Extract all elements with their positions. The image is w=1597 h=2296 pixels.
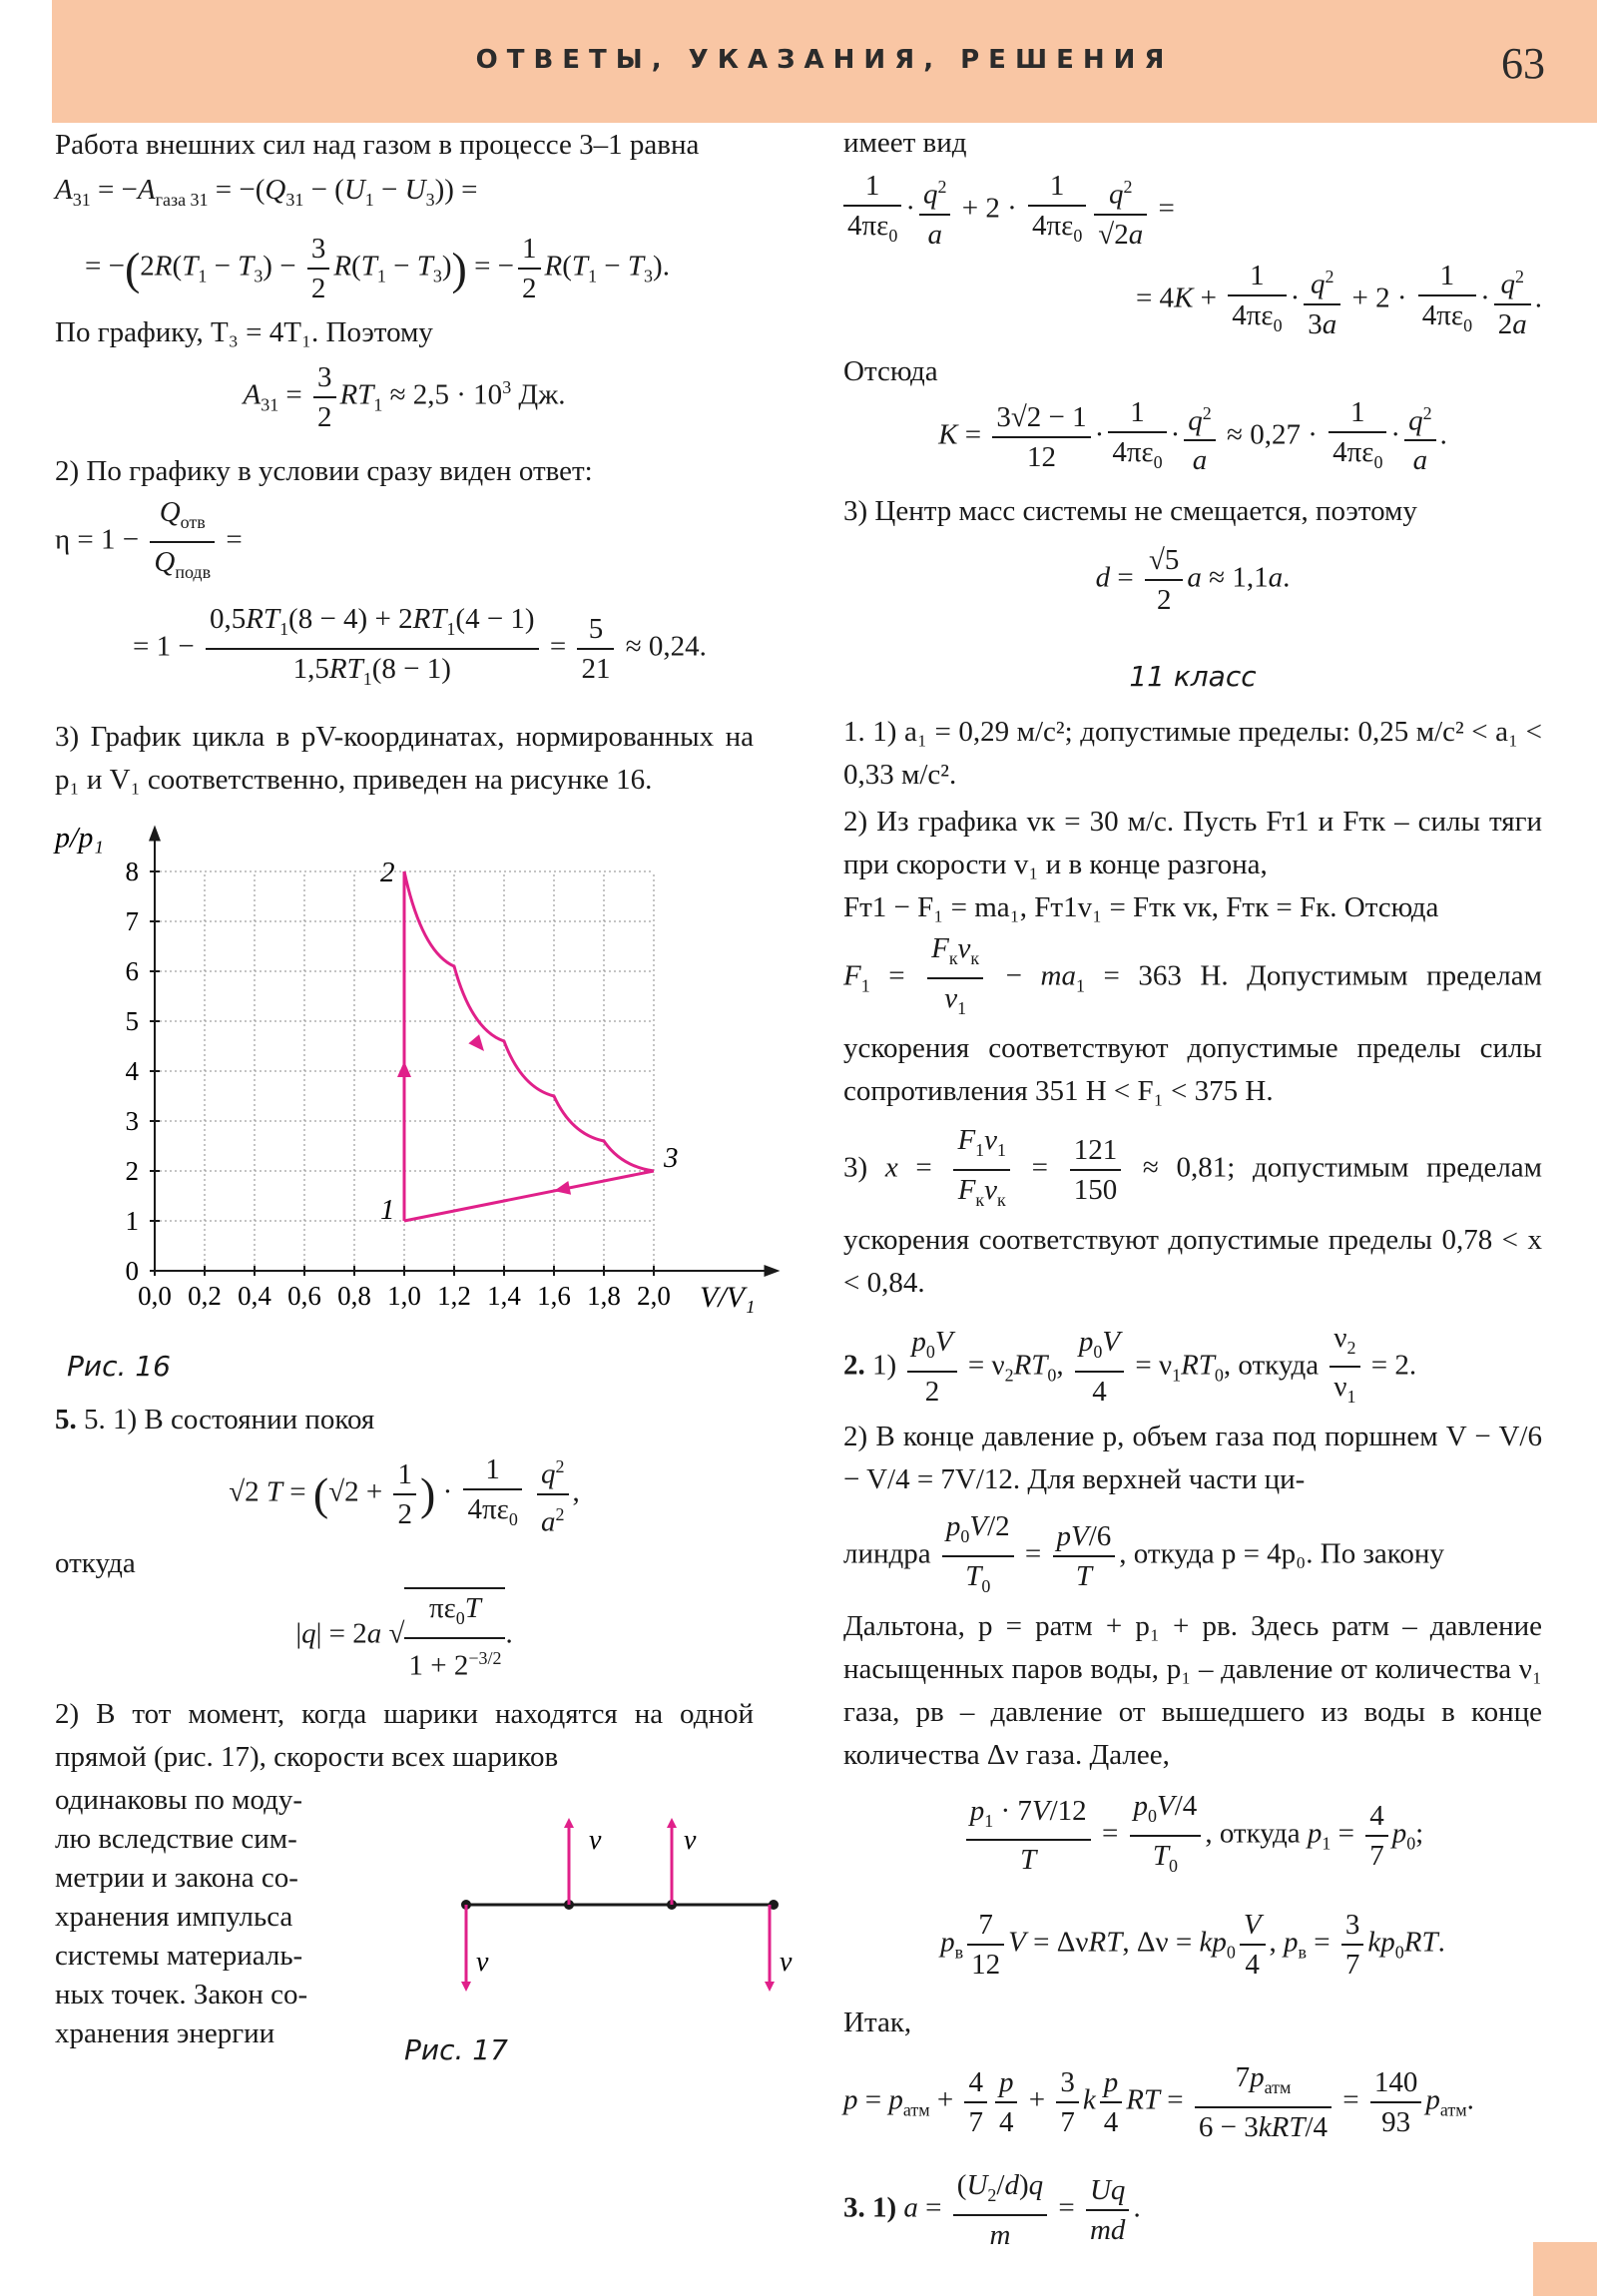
formula-p-final: $p = p_{атм}$ + $\frac{4}{7}$ $\frac{p}{4}$ + $\frac{3}{7}$ k $\frac{p}{4}$ RT = $7p_{атм}$ 6 − 3kRT/4 = $\frac{140}{93}$ $p_{атм}$. bbox=[843, 2058, 1542, 2146]
figure-16-chart bbox=[45, 810, 764, 1349]
paragraph-11-2-3: линдра $\frac{p_0V/2}{T_0}$ = $\frac{pV/6}{T}$ , откуда p = 4p₀. По закону bbox=[843, 1507, 1542, 1605]
paragraph-problem-5: 5. 5. 1) В состоянии покоя bbox=[55, 1403, 375, 1435]
formula-a31-expand: = $-(2R(T_1 - T_3)$ − $\frac{3}{2}$ $R(T_1 - T_3)$) = − $\frac{1}{2}$ $R(T_1 - T_3)$. bbox=[85, 230, 754, 307]
paragraph-11-1-2c-wrap: $F_1$ = $F_кv_к$ $v_1$ − $ma_1 = 363$ Н. Допустимым пределам ускорения соответствуют допустимые пределы силы сопротивления 351 Н < F₁ < 375 Н. bbox=[843, 929, 1542, 1113]
left-column bbox=[55, 118, 793, 2080]
class-heading: 11 класс bbox=[1129, 660, 1257, 694]
paragraph-11-1-2b: Fт1 − F₁ = ma₁, Fт1v₁ = Fтк vк, Fтк = Fк. Отсюда bbox=[843, 891, 1439, 924]
formula-tension: √2 T = (√2 + $\frac{1}{2}$ ) · $\frac{1}{4\pi\varepsilon_0}$ $\frac{q^2}{a^2}$ , bbox=[55, 1447, 754, 1540]
y-tick-label: 3 bbox=[125, 1105, 139, 1136]
right-column bbox=[843, 118, 1542, 2254]
x-tick-label: 2,0 bbox=[637, 1280, 671, 1311]
formula-charge: |q| = 2a √ $\frac{\pi\varepsilon_0T}{1 + 2^{-3/2}}$ . bbox=[55, 1587, 754, 1684]
x-tick-label: 1,2 bbox=[437, 1280, 471, 1311]
formula-displacement: d = $\frac{√5}{2}$ a ≈ 1,1a. bbox=[843, 541, 1542, 619]
direction-arrow-curve bbox=[468, 1034, 484, 1051]
y-tick-label: 5 bbox=[125, 1005, 139, 1036]
y-tick-label: 0 bbox=[125, 1255, 139, 1286]
paragraph-view: имеет вид bbox=[843, 127, 967, 159]
x-tick-label: 1,0 bbox=[387, 1280, 421, 1311]
velocity-label: v bbox=[684, 1824, 697, 1856]
word-otkuda: откуда bbox=[1238, 1349, 1320, 1382]
wrap-line: лю вследствие сим- bbox=[55, 1822, 297, 1855]
y-tick-label: 1 bbox=[125, 1205, 139, 1236]
paragraph-11-1: 1. 1) a₁ = 0,29 м/с²; допустимые пределы: 0,25 м/с² < a₁ < 0,33 м/с². bbox=[843, 716, 1542, 792]
formula-a31-value: $A_{31}$ = $\frac{3}{2}$ $RT_1 \approx 2,5 \cdot 10^3$ Дж. bbox=[55, 358, 754, 436]
formula-pv: $p_в$ $\frac{7}{12}$ V = ΔνRT, $\Delta\nu = kp_0$ $\frac{V}{4}$ , $p_в$ = $\frac{3}{7}$ $kp_0RT$. bbox=[843, 1906, 1542, 1984]
x-tick-label: 0,4 bbox=[238, 1280, 271, 1311]
x-tick-label: 1,8 bbox=[587, 1280, 621, 1311]
point-label: 2 bbox=[380, 856, 395, 888]
formula-a31: $A_{31} = -A_{газа 31} = -(Q_{31} - (U_1 - U_3))$ = bbox=[55, 174, 478, 210]
paragraph-11-2-1: 2. 1) $\frac{p_0V}{2}$ = $\nu_2RT_0$, $\frac{p_0V}{4}$ = $\nu_1RT_0$, откуда $\frac{\nu_2}{\nu_1}$ = 2. bbox=[843, 1319, 1542, 1417]
paragraph-center-mass: 3) Центр масс системы не смещается, поэтому bbox=[843, 495, 1417, 528]
y-tick-label: 6 bbox=[125, 955, 139, 986]
page-header bbox=[52, 0, 1597, 123]
paragraph-item-2: 2) По графику в условии сразу виден ответ: bbox=[55, 454, 593, 487]
formula-eta: η = 1 − $Q_{отв}$ $Q_{подв}$ = bbox=[55, 493, 754, 591]
formula-energy-left: $\frac{1}{4\pi\varepsilon_0}$ · $\frac{q^2}{a}$ + 2 · $\frac{1}{4\pi\varepsilon_0}$ $\frac{q^2}{√2a}$ = bbox=[843, 167, 1542, 255]
wrap-line: хранения импульса bbox=[55, 1900, 293, 1933]
paragraph-11-1-2: 2) Из графика vк = 30 м/с. Пусть Fт1 и Fтк – силы тяги при скорости v₁ и в конце разгона, bbox=[843, 806, 1542, 881]
velocity-label: v bbox=[476, 1946, 489, 1978]
paragraph-otkuda: откуда bbox=[55, 1547, 136, 1580]
paragraph-item-3: 3) График цикла в pV-координатах, нормированных на p₁ и V₁ соответственно, приведен на рисунке 16. bbox=[55, 720, 754, 796]
wrap-text bbox=[55, 1781, 364, 2053]
paragraph-moment: 2) В тот момент, когда шарики находятся на одной прямой (рис. 17), скорости всех шариков bbox=[55, 1697, 754, 1773]
y-axis-arrow bbox=[149, 825, 161, 841]
formula-eta-value: = 1 − $\frac{0,5RT_1(8 - 4) + 2RT_1(4 - 1)}{1,5RT_1(8 - 1)}$ = $\frac{5}{21}$ ≈ 0,24. bbox=[133, 600, 754, 698]
paragraph-11-2-2: 2) В конце давление p, объем газа под поршнем V − V/6 − V/4 = 7V/12. Для верхней части ци- bbox=[843, 1421, 1542, 1496]
formula-kinetic: K = $\frac{3√2 - 1}{12}$ · $\frac{1}{4\pi\varepsilon_0}$ · $\frac{q^2}{a}$ ≈ 0,27 · $\frac{1}{4\pi\varepsilon_0}$ · $\frac{q^2}{a}$ . bbox=[843, 393, 1542, 481]
formula-energy-right: = 4K + $\frac{1}{4\pi\varepsilon_0}$ · $\frac{q^2}{3a}$ + 2 · $\frac{1}{4\pi\varepsilon_0}$ · $\frac{q^2}{2a}$ . bbox=[843, 257, 1542, 344]
paragraph-otsyuda: Отсюда bbox=[843, 354, 938, 387]
paragraph-11-1-3-wrap: 3) x = $F_1v_1$ $F_кv_к$ = $\frac{121}{150}$ ≈ 0,81; допустимым пределам ускорения соответствуют допустимые пределы 0,78 < x < 0,84. bbox=[843, 1121, 1542, 1305]
y-tick-label: 8 bbox=[125, 856, 139, 886]
wrap-line: ных точек. Закон со- bbox=[55, 1978, 308, 2010]
figure-17-caption: Рис. 17 bbox=[404, 2032, 508, 2066]
wrap-line: хранения энергии bbox=[55, 2016, 275, 2049]
direction-arrow-back bbox=[554, 1181, 571, 1195]
word-lindra: линдра bbox=[843, 1537, 931, 1570]
point-label: 3 bbox=[664, 1141, 679, 1174]
velocity-label: v bbox=[780, 1946, 793, 1978]
running-title: ОТВЕТЫ, УКАЗАНИЯ, РЕШЕНИЯ bbox=[475, 45, 1174, 75]
wrap-line: системы материаль- bbox=[55, 1939, 303, 1972]
wrap-line: одинаковы по моду- bbox=[55, 1783, 303, 1816]
word-otkuda-2: откуда bbox=[1219, 1817, 1301, 1850]
y-axis-label: p/p₁ bbox=[55, 821, 104, 855]
x-tick-label: 0,2 bbox=[188, 1280, 222, 1311]
x-tick-label: 1,6 bbox=[537, 1280, 571, 1311]
paragraph-work-31: Работа внешних сил над газом в процессе 3–1 равна bbox=[55, 129, 700, 161]
corner-tab bbox=[1533, 2242, 1597, 2296]
x-tick-label: 0,8 bbox=[337, 1280, 371, 1311]
paragraph-itak: Итак, bbox=[843, 2007, 912, 2039]
paragraph-problem-5-text: 5. 1) В состоянии покоя bbox=[84, 1403, 375, 1435]
figure-17-diagram bbox=[394, 1773, 793, 2022]
y-tick-label: 2 bbox=[125, 1155, 139, 1186]
page-number: 63 bbox=[1501, 39, 1545, 88]
direction-arrow-up bbox=[397, 1061, 411, 1077]
problem-3-label: 3. 1) bbox=[843, 2191, 897, 2224]
paragraph-graph-t3: По графику, T₃ = 4T₁. Поэтому bbox=[55, 315, 433, 348]
paragraph-11-1-3: ≈ 0,81; допустимым пределам ускорения соответствуют допустимые пределы 0,78 < x < 0,84. bbox=[843, 1151, 1543, 1299]
x-tick-label: 0,6 bbox=[287, 1280, 321, 1311]
x-axis-label: V/V₁ bbox=[700, 1280, 756, 1314]
wrap-block bbox=[55, 1781, 793, 2080]
x-tick-label: 1,4 bbox=[487, 1280, 521, 1311]
velocity-label: v bbox=[589, 1824, 602, 1856]
y-tick-label: 7 bbox=[125, 905, 139, 936]
paragraph-11-3: 3. 1) a = $\frac{(U_2/d)q}{m}$ = $\frac{Uq}{md}$ . bbox=[843, 2166, 1542, 2254]
cycle-series-line bbox=[404, 1171, 654, 1221]
x-tick-label: 0,0 bbox=[138, 1280, 172, 1311]
y-tick-label: 4 bbox=[125, 1055, 139, 1086]
figure-16-caption: Рис. 16 bbox=[67, 1349, 171, 1383]
x-axis-arrow bbox=[765, 1265, 781, 1277]
paragraph-11-2-4: Дальтона, p = pатм + p₁ + pв. Здесь pатм – давление насыщенных паров воды, p₁ – давление от количества ν₁ газа, pв – давление от вышедшего из воды в конце количества Δν газа. Далее, bbox=[843, 1609, 1542, 1771]
wrap-line: метрии и закона со- bbox=[55, 1861, 298, 1894]
paragraph-11-1-2c: = 363 Н. Допустимым пределам ускорения соответствуют допустимые пределы силы сопротивления 351 Н < F₁ < 375 Н. bbox=[843, 959, 1542, 1107]
text-by-law: , откуда p = 4p₀. По закону bbox=[1119, 1537, 1444, 1570]
formula-p1: $\frac{p_1 \cdot 7V/12}{T}$ = $\frac{p_0V/4}{T_0}$ , откуда $p_1$ = $\frac{4}{7}$ $p_0$; bbox=[843, 1787, 1542, 1885]
point-label: 1 bbox=[380, 1193, 395, 1226]
